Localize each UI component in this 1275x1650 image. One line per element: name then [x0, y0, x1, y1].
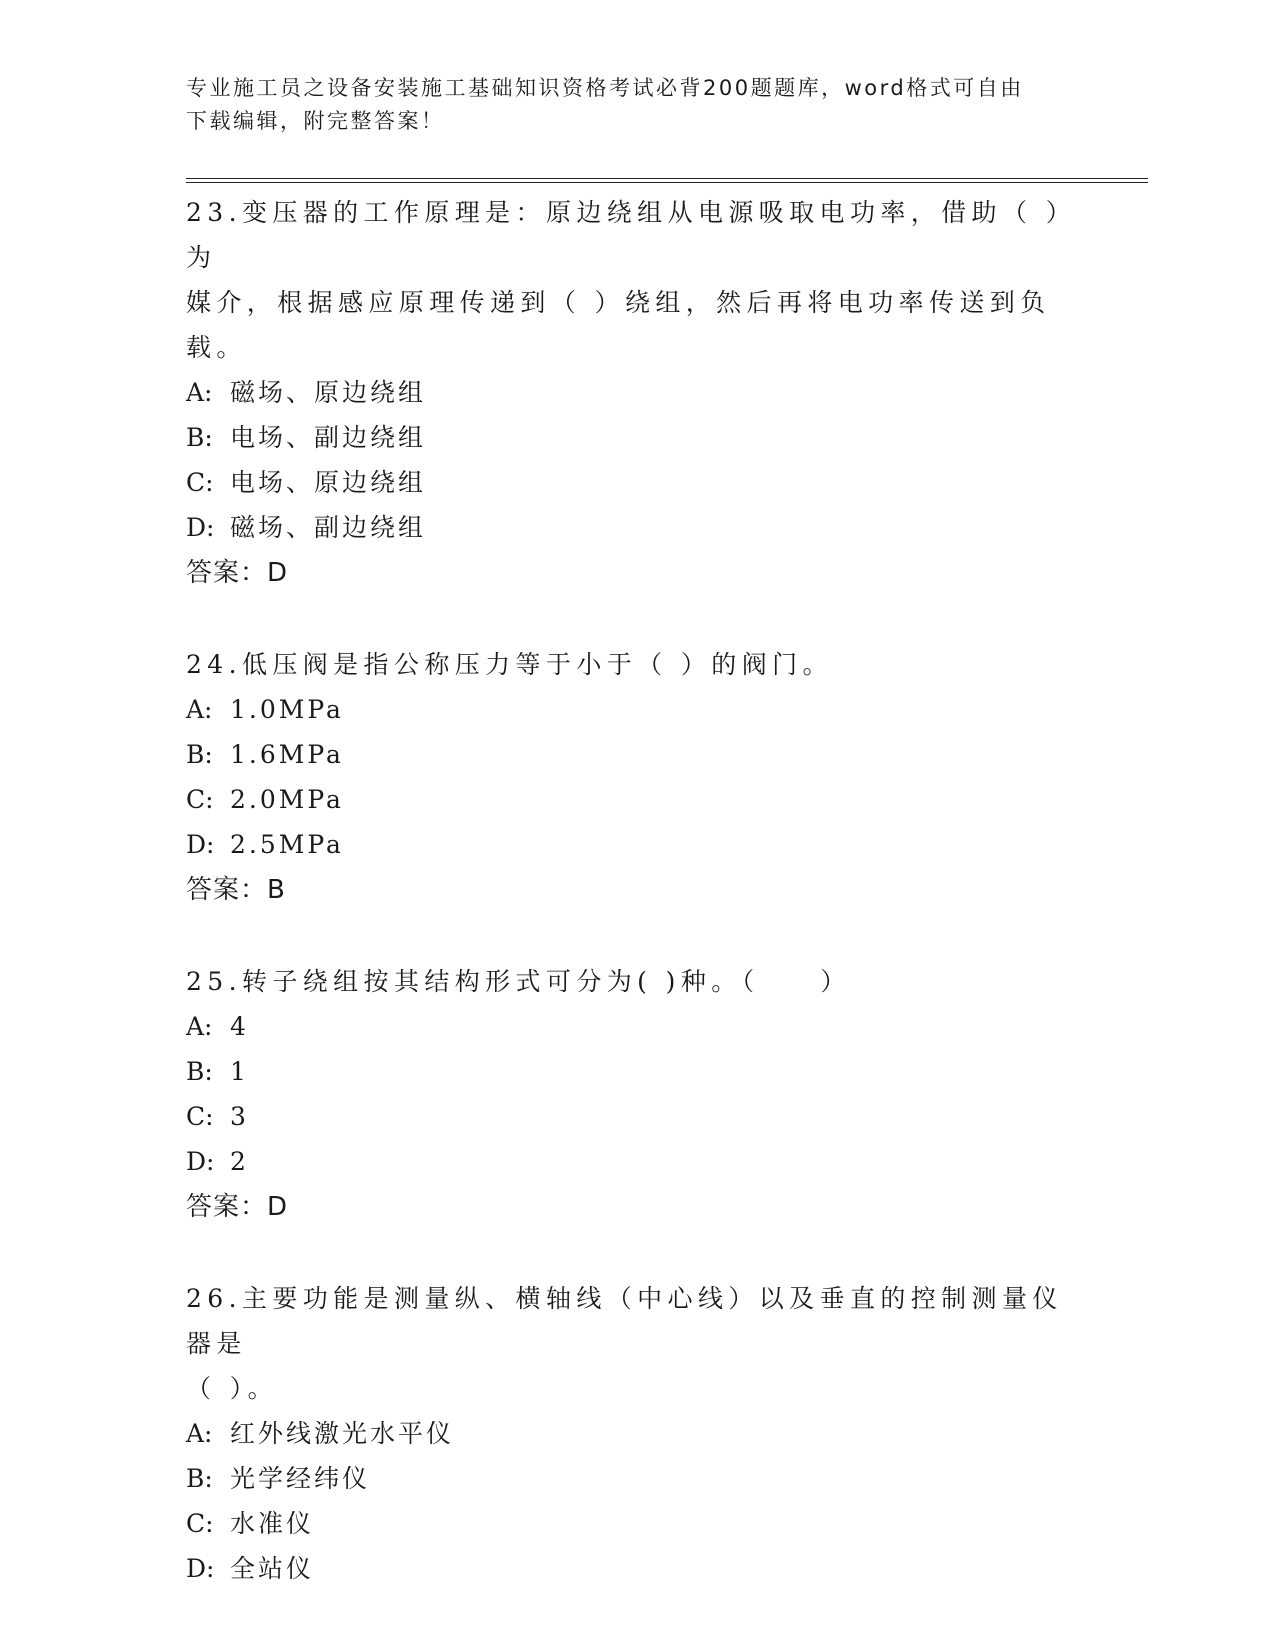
option-b [186, 732, 1086, 777]
option-c [186, 1501, 1086, 1546]
option-text: 3 [230, 1102, 249, 1131]
document-header [186, 72, 1086, 138]
option-key: D: [186, 1147, 215, 1176]
option-d [186, 505, 1086, 550]
option-a [186, 370, 1086, 415]
option-key: A: [186, 1012, 213, 1041]
question-23 [186, 190, 1086, 596]
option-text: 2.0MPa [230, 785, 344, 814]
question-25 [186, 959, 1086, 1230]
question-stem: 24.低压阀是指公称压力等于小于（ ）的阀门。 [186, 650, 833, 679]
option-a [186, 687, 1086, 732]
option-b [186, 415, 1086, 460]
option-text: 磁场、原边绕组 [230, 378, 427, 407]
option-key: B: [186, 1057, 213, 1086]
question-26 [186, 1276, 1086, 1591]
option-c [186, 1094, 1086, 1139]
option-text: 2 [230, 1147, 249, 1176]
option-key: B: [186, 1464, 213, 1493]
question-stem: 23.变压器的工作原理是：原边绕组从电源吸取电功率，借助（ ）为 [186, 198, 1077, 272]
option-key: C: [186, 1102, 214, 1131]
option-a [186, 1411, 1086, 1456]
question-stem-continued: 媒介，根据感应原理传递到（ ）绕组，然后再将电功率传送到负载。 [186, 288, 1051, 362]
option-c [186, 777, 1086, 822]
option-text: 光学经纬仪 [230, 1464, 371, 1493]
option-key: C: [186, 468, 214, 497]
option-key: B: [186, 740, 213, 769]
option-text: 水准仪 [230, 1509, 315, 1538]
option-b [186, 1456, 1086, 1501]
header-divider-bottom [186, 182, 1148, 183]
option-text: 全站仪 [230, 1554, 315, 1583]
option-d [186, 822, 1086, 867]
option-text: 红外线激光水平仪 [230, 1419, 455, 1448]
option-d [186, 1546, 1086, 1591]
option-text: 1.6MPa [230, 740, 344, 769]
answer-line: 答案：B [186, 875, 286, 905]
option-key: D: [186, 513, 215, 542]
option-key: A: [186, 378, 213, 407]
option-text: 1.0MPa [230, 695, 344, 724]
option-text: 电场、副边绕组 [230, 423, 427, 452]
question-list [186, 190, 1086, 1637]
option-key: C: [186, 785, 214, 814]
option-key: A: [186, 1419, 213, 1448]
option-b [186, 1049, 1086, 1094]
option-a [186, 1004, 1086, 1049]
header-divider-top [186, 178, 1148, 179]
option-text: 电场、原边绕组 [230, 468, 427, 497]
option-text: 磁场、副边绕组 [230, 513, 427, 542]
answer-line: 答案：D [186, 558, 289, 588]
option-d [186, 1139, 1086, 1184]
option-c [186, 460, 1086, 505]
option-text: 1 [230, 1057, 249, 1086]
option-key: D: [186, 830, 215, 859]
question-stem: 26.主要功能是测量纵、横轴线（中心线）以及垂直的控制测量仪器是 [186, 1284, 1063, 1358]
answer-line: 答案：D [186, 1192, 289, 1222]
question-stem-continued: （ ）。 [186, 1374, 279, 1403]
option-text: 4 [230, 1012, 249, 1041]
option-text: 2.5MPa [230, 830, 344, 859]
question-24 [186, 642, 1086, 913]
header-line-2: 下载编辑，附完整答案！ [186, 109, 445, 133]
header-line-1: 专业施工员之设备安装施工基础知识资格考试必背200题题库，word格式可自由 [186, 76, 1024, 100]
option-key: A: [186, 695, 213, 724]
question-stem: 25.转子绕组按其结构形式可分为( )种。（ ） [186, 967, 851, 996]
option-key: B: [186, 423, 213, 452]
option-key: D: [186, 1554, 215, 1583]
option-key: C: [186, 1509, 214, 1538]
